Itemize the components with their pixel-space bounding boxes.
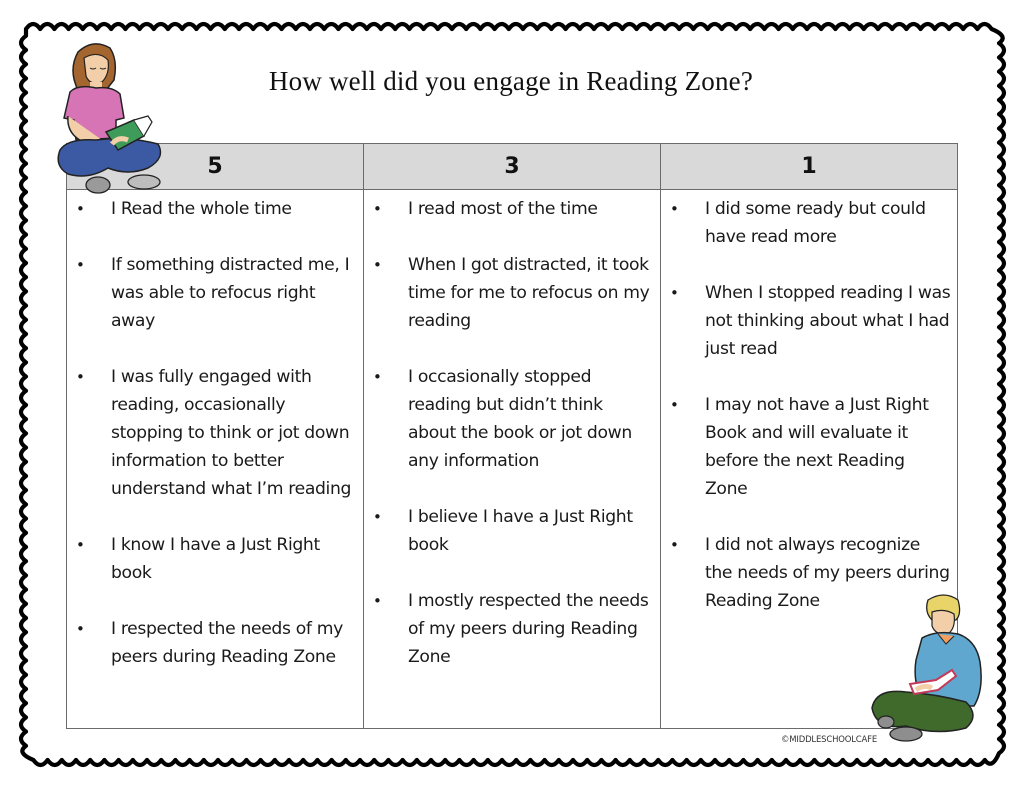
bullet-icon: • — [373, 256, 382, 274]
bullet-icon: • — [373, 592, 382, 610]
score-header-3: 3 — [364, 144, 661, 190]
list-item: • I believe I have a Just Right book — [364, 503, 660, 559]
rubric-criteria-row — [67, 190, 958, 729]
bullet-icon: • — [76, 368, 85, 386]
list-item: • When I stopped reading I was not thinking about what I had just read — [661, 279, 957, 363]
bullet-icon: • — [76, 256, 85, 274]
bullet-icon: • — [76, 536, 85, 554]
criteria-cell-5 — [67, 190, 364, 729]
rubric-table — [66, 143, 958, 729]
list-item: • I respected the needs of my peers during Reading Zone — [67, 615, 363, 671]
score-header-5: 5 — [67, 144, 364, 190]
bullet-icon: • — [670, 536, 679, 554]
criteria-cell-3 — [364, 190, 661, 729]
list-item: • I mostly respected the needs of my peers during Reading Zone — [364, 587, 660, 671]
criteria-list — [661, 190, 957, 615]
list-item: • I occasionally stopped reading but didn’t think about the book or jot down any information — [364, 363, 660, 475]
list-item: • I may not have a Just Right Book and will evaluate it before the next Reading Zone — [661, 391, 957, 503]
bullet-icon: • — [373, 508, 382, 526]
copyright-notice: ©MIDDLESCHOOLCAFE — [781, 735, 877, 745]
bullet-icon: • — [670, 284, 679, 302]
criteria-list — [364, 190, 660, 671]
list-item: • I know I have a Just Right book — [67, 531, 363, 587]
page-title: How well did you engage in Reading Zone? — [268, 66, 754, 96]
list-item: • I did not always recognize the needs of my peers during Reading Zone — [661, 531, 957, 615]
bullet-icon: • — [670, 396, 679, 414]
list-item: • If something distracted me, I was able to refocus right away — [67, 251, 363, 335]
bullet-icon: • — [373, 368, 382, 386]
list-item: • I was fully engaged with reading, occasionally stopping to think or jot down information to better understand what I’m reading — [67, 363, 363, 503]
boy-reading-book-icon — [866, 590, 986, 750]
list-item: • I read most of the time — [364, 195, 660, 223]
bullet-icon: • — [373, 200, 382, 218]
girl-reading-book-icon — [48, 40, 168, 200]
list-item: • When I got distracted, it took time for me to refocus on my reading — [364, 251, 660, 335]
bullet-icon: • — [670, 200, 679, 218]
criteria-list — [67, 190, 363, 671]
list-item: • I did some ready but could have read more — [661, 195, 957, 251]
score-header-1: 1 — [661, 144, 958, 190]
bullet-icon: • — [76, 200, 85, 218]
list-item: • I Read the whole time — [67, 195, 363, 223]
bullet-icon: • — [76, 620, 85, 638]
rubric-header-row — [67, 144, 958, 190]
